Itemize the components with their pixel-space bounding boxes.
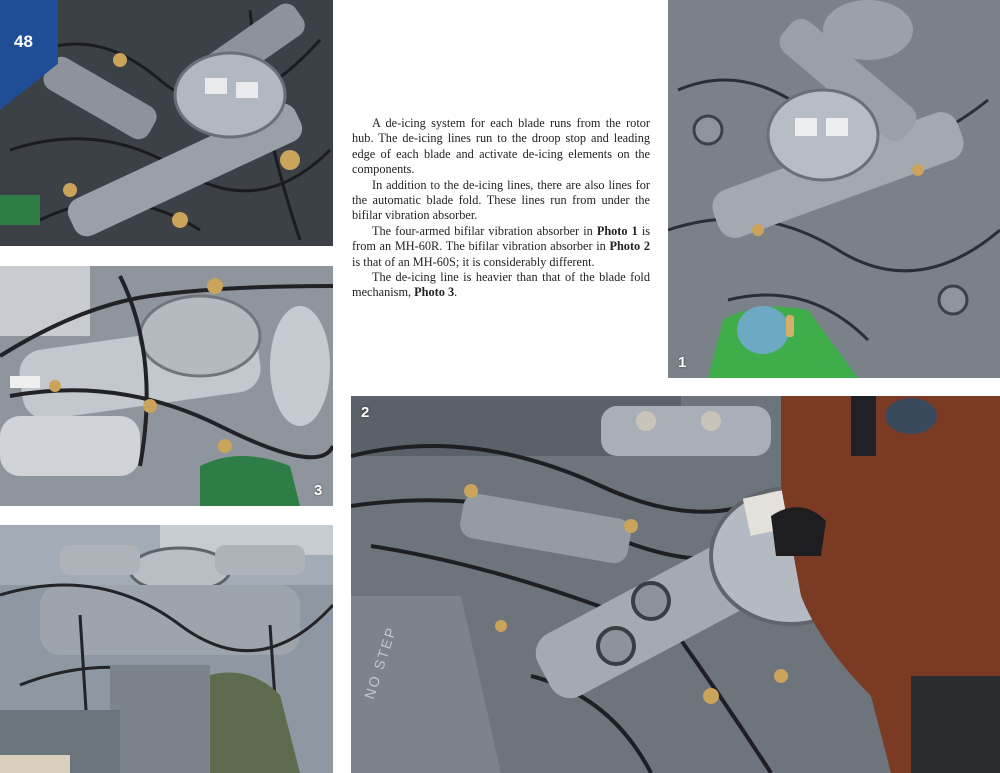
photo-bottom-left [0, 525, 333, 773]
photo-reference: Photo 1 [596, 223, 638, 238]
rotor-head-on-deck-image [0, 525, 333, 773]
blade-fold-lines-image [0, 266, 333, 506]
photo-3 [0, 266, 333, 506]
photo-1-label: 1 [678, 354, 687, 371]
paragraph-blade-fold: In addition to the de-icing lines, there are also lines for the automatic blade fold. These lines run from under the bifilar vibration absorber. [352, 177, 650, 223]
article-text [352, 116, 650, 301]
photo-3-label: 3 [314, 482, 323, 499]
paragraph-text: is from an MH-60R. The bifilar vibration absorber in [352, 223, 651, 254]
paragraph-bifilar-absorber [352, 224, 650, 270]
photo-2-label: 2 [361, 404, 370, 421]
paragraph-text: The four-armed bifilar vibration absorber in [372, 223, 597, 238]
photo-reference: Photo 2 [609, 239, 650, 254]
page-number: 48 [14, 32, 33, 51]
paragraph-text: . [454, 285, 458, 300]
rotor-hub-mh60s-image [351, 396, 1000, 773]
rotor-hub-mh60r-image [668, 0, 1000, 378]
paragraph-text: is that of an MH-60S; it is considerably different. [352, 254, 595, 269]
paragraph-deicing-system: A de-icing system for each blade runs from the rotor hub. The de-icing lines run to the droop stop and leading edge of each blade and activate de-icing elements on the components. [352, 116, 650, 177]
no-step-stencil: NO STEP [361, 624, 400, 701]
paragraph-text: The de-icing line is heavier than that of the blade fold mechanism, [352, 270, 650, 300]
photo-2 [351, 396, 1000, 773]
photo-reference: Photo 3 [414, 285, 455, 300]
photo-1 [668, 0, 1000, 378]
photo-top-left [0, 0, 333, 246]
paragraph-deicing-line [352, 270, 650, 301]
